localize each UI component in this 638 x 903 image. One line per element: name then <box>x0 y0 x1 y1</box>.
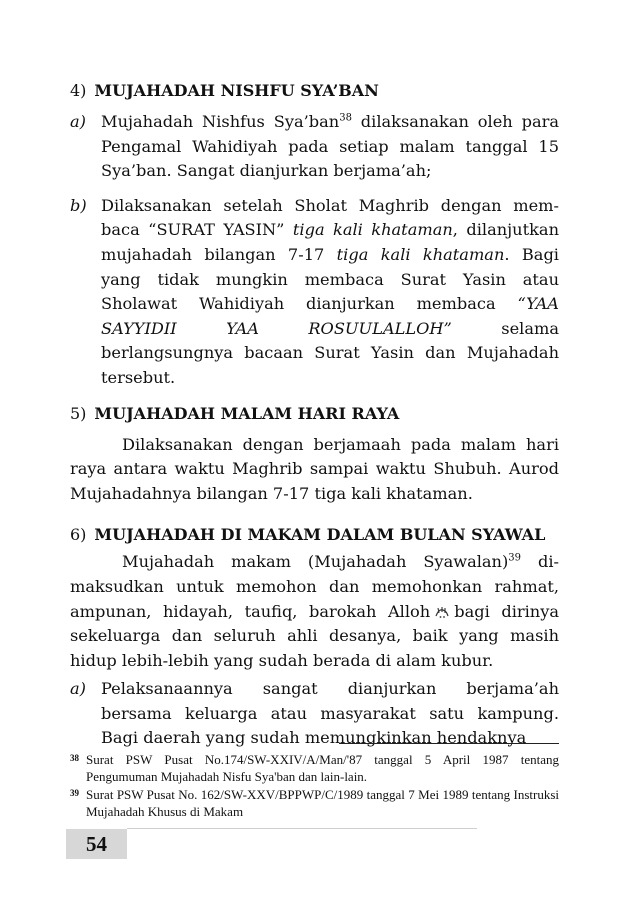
footnote <box>70 752 559 785</box>
section-title: MUJAHADAH NISHFU SYA’BAN <box>94 81 379 100</box>
footnote-text: Surat PSW Pusat No.174/SW-XXIV/A/Man/'87 tanggal 5 April 1987 tentang Pengumuman Mujahadah Nisfu Sya'ban dan lain-lain. <box>86 752 559 784</box>
section-number: 6) <box>70 525 87 545</box>
footer-rule <box>127 828 477 829</box>
footnote-text: Surat PSW Pusat No. 162/SW-XXV/BPPWP/C/1989 tanggal 7 Mei 1989 tentang Instruksi Mujahadah Khusus di Makam <box>86 787 559 819</box>
item-label: a) <box>70 679 86 699</box>
list-item <box>70 677 559 751</box>
section-heading <box>70 522 559 548</box>
list-item <box>70 110 559 184</box>
footnote-number: 38 <box>70 753 79 763</box>
section-title: MUJAHADAH DI MAKAM DALAM BULAN SYAWAL <box>94 525 546 545</box>
item-text: Dilaksanakan setelah Sholat Maghrib dengan mem-baca “SURAT YASIN” tiga kali khataman, dilanjutkan mujahadah bilangan 7-17 tiga kali khataman. Bagi yang tidak mungkin membaca Surat Yasin atau Sholawat Wahidiyah dianjurkan membaca “YAA SAYYIDII YAA ROSUULALLOH” selama berlangsungnya bacaan Surat Yasin dan Mujahadah tersebut. <box>101 195 559 387</box>
section-heading <box>70 78 559 104</box>
footnote-ref: 38 <box>339 112 352 124</box>
list-item <box>70 194 559 391</box>
paragraph: Mujahadah makam (Mujahadah Syawalan)$^{39}$ di-maksudkan untuk memohon dan memohonkan rahmat, ampunan, hidayah, taufiq, barokah Alloh bagi dirinya sekeluarga dan seluruh ahli desanya, baik yang masih hidup lebih-lebih yang sudah berada di alam kubur. <box>70 552 560 670</box>
paragraph: Dilaksanakan dengan berjamaah pada malam hari raya antara waktu Maghrib sampai waktu Shubuh. Aurod Mujahadahnya bilangan 7-17 tiga kali khataman. <box>70 434 559 503</box>
footnotes <box>70 752 559 822</box>
footnote-number: 39 <box>70 788 79 798</box>
item-text: Pelaksanaannya sangat dianjurkan berjama’ah bersama keluarga atau masyarakat satu kampung. Bagi daerah yang sudah memungkinkan hendaknya <box>101 679 559 748</box>
section-number: 4) <box>70 81 87 100</box>
item-text: Mujahadah Nishfus Sya’ban$^{38}$ dilaksanakan oleh para Pengamal Wahidiyah pada setiap malam tanggal 15 Sya’ban. Sangat dianjurkan berjama’ah; <box>101 112 559 181</box>
item-label: a) <box>70 112 86 131</box>
section-title: MUJAHADAH MALAM HARI RAYA <box>94 403 400 423</box>
page-body <box>70 78 559 761</box>
footnote <box>70 787 559 820</box>
footnote-ref: 39 <box>508 552 522 564</box>
section-6 <box>70 522 559 751</box>
page-number-box <box>66 829 127 859</box>
section-4 <box>70 78 559 391</box>
section-5 <box>70 401 559 507</box>
footnote-rule <box>339 743 559 744</box>
section-heading <box>70 401 559 427</box>
arabic-honorific-icon <box>434 605 450 619</box>
section-number: 5) <box>70 403 87 423</box>
item-label: b) <box>70 195 87 215</box>
page-number: 54 <box>86 831 107 856</box>
